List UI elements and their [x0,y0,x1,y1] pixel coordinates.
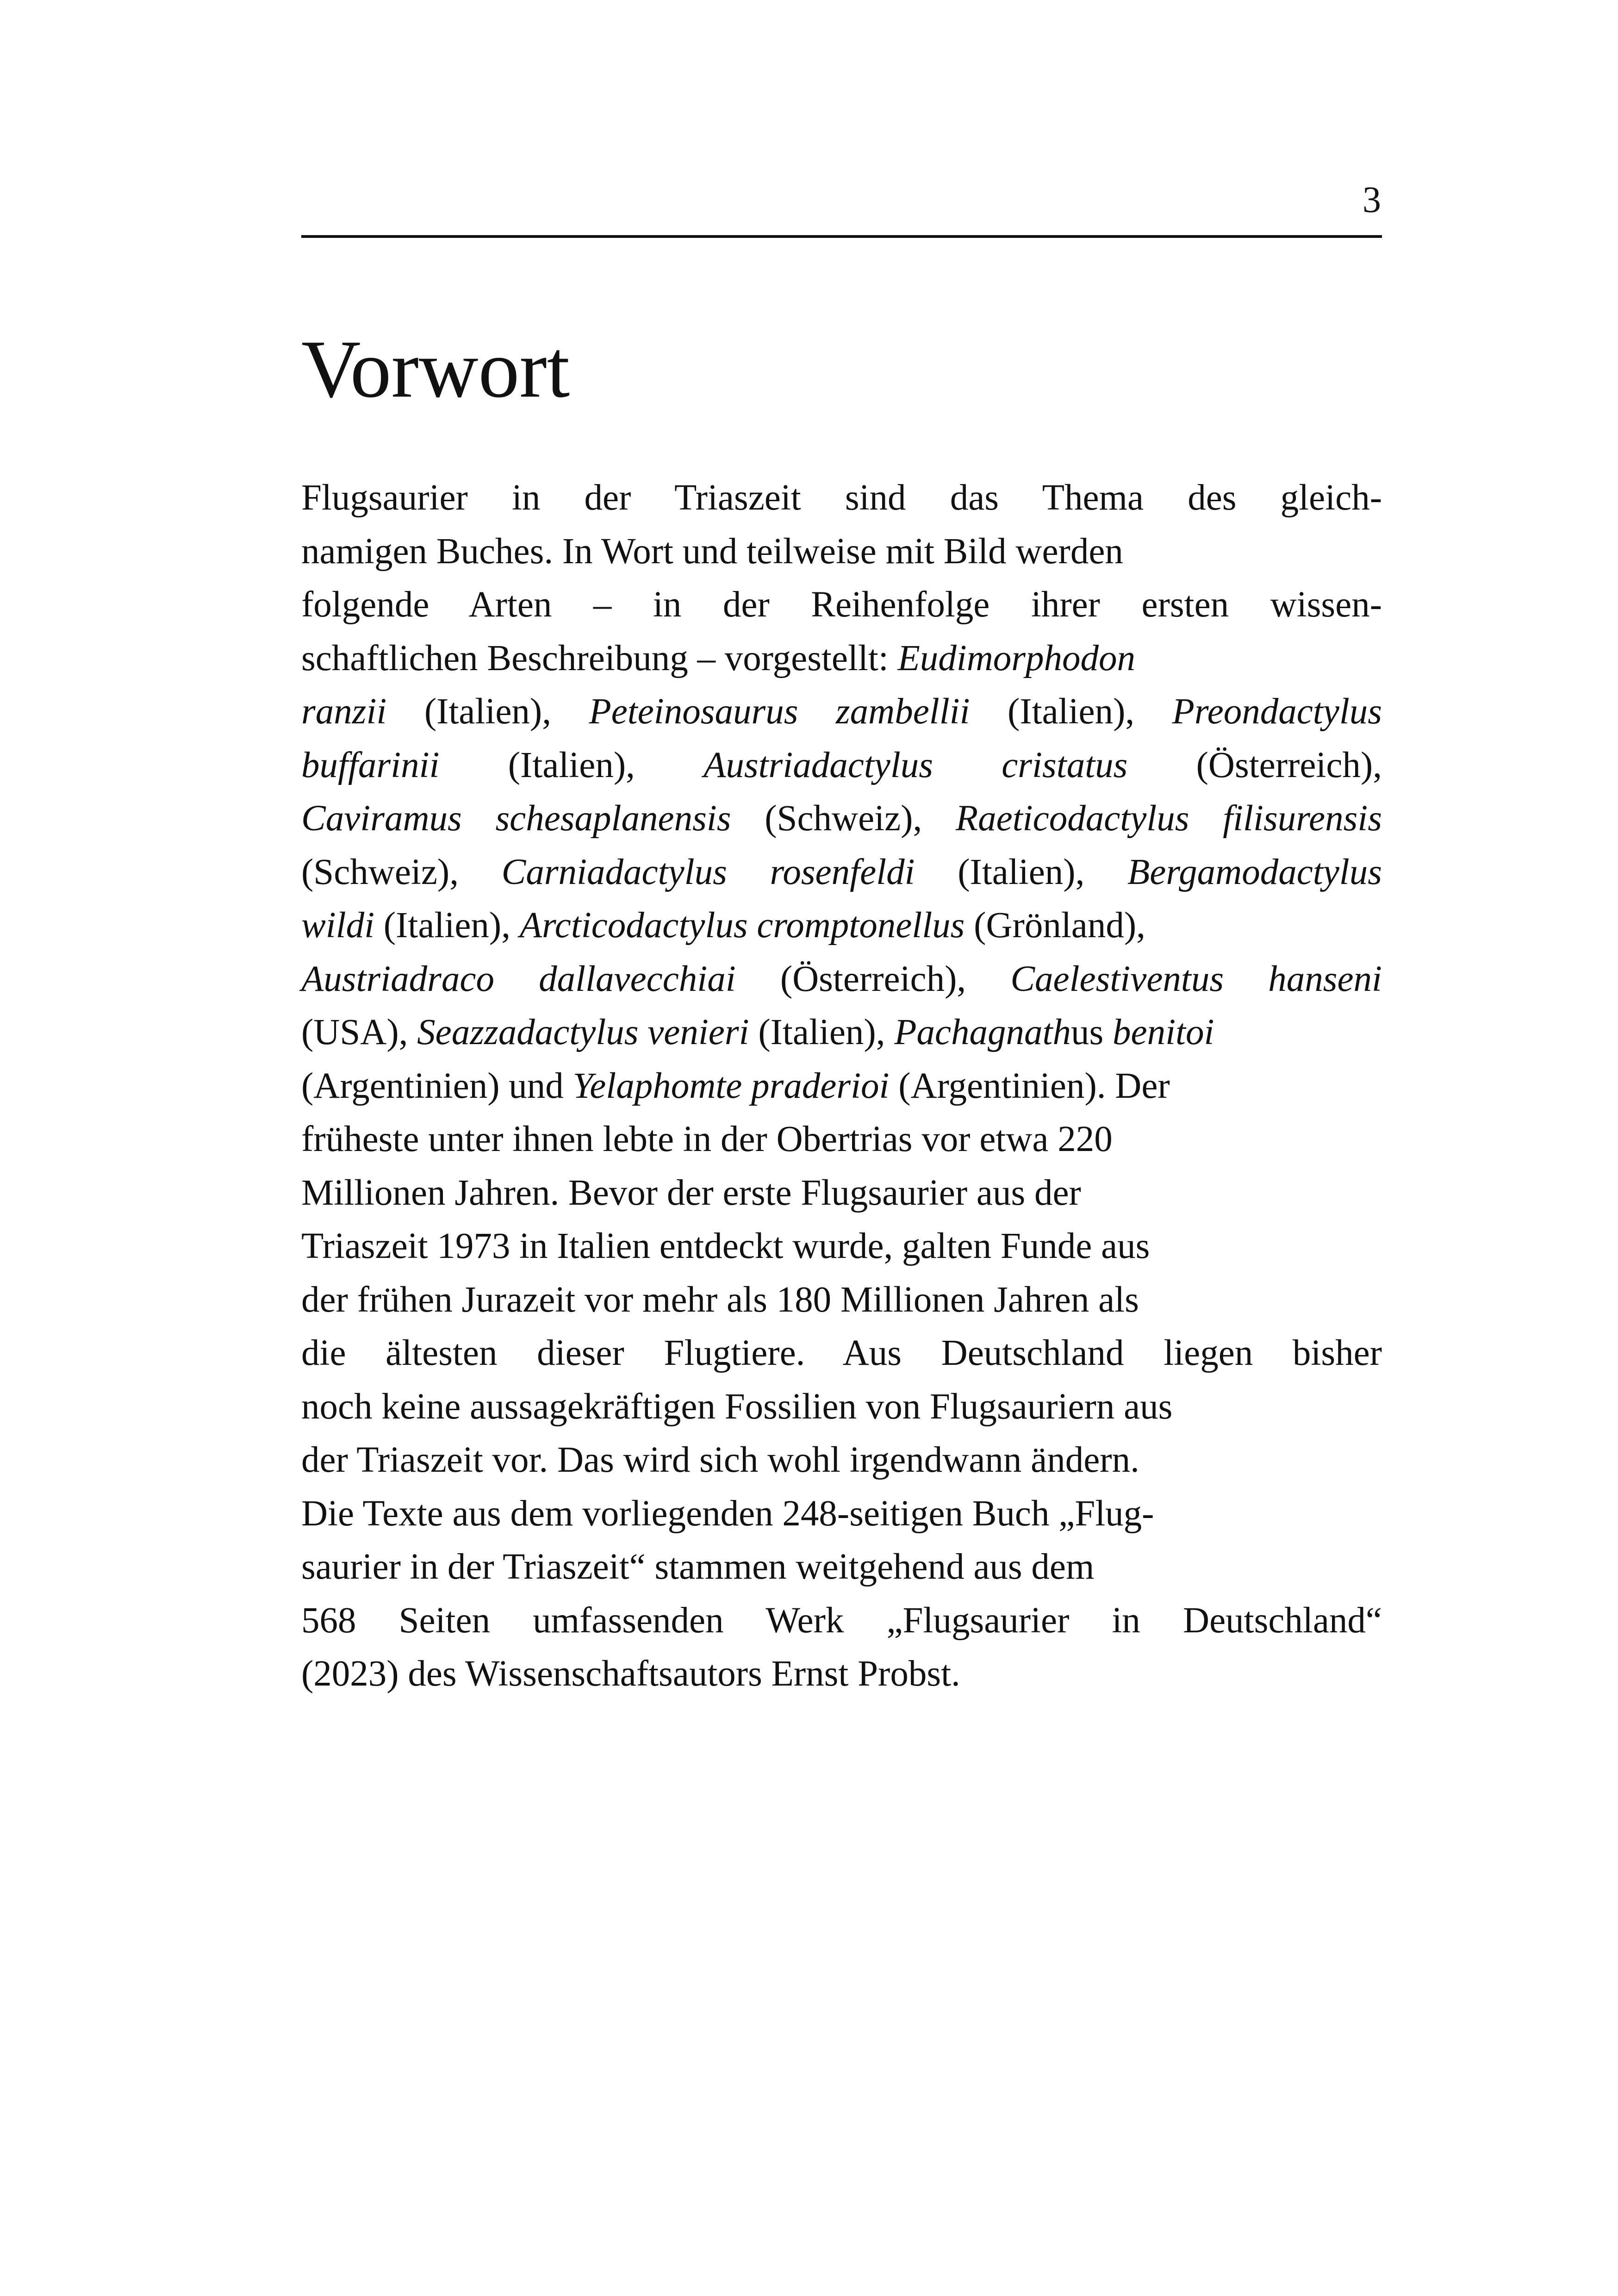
text-segment: (Italien), [439,745,704,785]
text-segment: (Argentinien) und [301,1065,573,1106]
text-line [301,525,1382,579]
species-name: Caelestiventus hanseni [1010,958,1382,999]
species-name: Bergamodactylus [1127,852,1382,892]
text-segment: (Italien), [749,1012,895,1052]
text-segment: noch keine aussagekräftigen Fossilien von Flugsauriern aus [301,1386,1173,1427]
text-segment: Triaszeit 1973 in Italien entdeckt wurde, galten Funde aus [301,1226,1150,1266]
text-segment: us [1071,1012,1113,1052]
text-segment: (Argentinien). Der [889,1065,1170,1106]
text-segment: der Triaszeit vor. Das wird sich wohl irgendwann ändern. [301,1440,1139,1480]
text-line [301,1006,1382,1059]
species-name: Austriadraco dallavecchiai [301,958,736,999]
text-line [301,1540,1382,1594]
text-segment: (Österreich), [735,958,1011,999]
text-line [301,1380,1382,1434]
text-segment: Flugsaurier in der Triaszeit sind das Thema des gleich- [301,478,1382,518]
text-line [301,1166,1382,1220]
text-segment: Die Texte aus dem vorliegenden 248-seitigen Buch „Flug- [301,1493,1154,1534]
text-line [301,1647,1382,1701]
species-name: Eudimorphodon [897,638,1136,678]
text-line [301,846,1382,899]
chapter-title: Vorwort [301,323,570,415]
text-line [301,471,1382,525]
text-segment: (Schweiz), [731,798,956,839]
text-line [301,739,1382,792]
species-name: buffarinii [301,745,440,785]
text-segment: Millionen Jahren. Bevor der erste Flugsaurier aus der [301,1172,1081,1213]
text-line [301,952,1382,1006]
species-name: Arcticodactylus cromptonellus [519,905,965,946]
species-name: Austriadactylus cristatus [703,745,1128,785]
text-segment: der frühen Jurazeit vor mehr als 180 Millionen Jahren als [301,1279,1139,1320]
text-line [301,1273,1382,1327]
text-line [301,1487,1382,1541]
species-name: benitoi [1113,1012,1214,1052]
species-name: Seazzadactylus venieri [417,1012,749,1052]
species-name: Caviramus schesaplanensis [301,798,731,839]
text-segment: früheste unter ihnen lebte in der Obertrias vor etwa 220 [301,1119,1113,1159]
header-rule [301,235,1382,238]
text-line [301,1326,1382,1380]
species-name: ranzii [301,691,387,732]
body-paragraph [301,471,1382,1701]
species-name: Carniadactylus rosenfeldi [501,852,915,892]
text-line [301,1059,1382,1113]
text-line [301,632,1382,685]
text-segment: schaftlichen Beschreibung – vorgestellt: [301,638,898,678]
text-line [301,899,1382,952]
page-number: 3 [1363,180,1381,220]
text-segment: (Italien), [374,905,520,946]
text-segment: (Schweiz), [301,852,502,892]
text-line [301,1433,1382,1487]
species-name: wildi [301,905,375,946]
text-line [301,685,1382,739]
text-segment: (Italien), [386,691,589,732]
text-segment: (Österreich), [1127,745,1382,785]
text-segment: (2023) des Wissenschaftsautors Ernst Probst. [301,1654,960,1694]
text-segment: saurier in der Triaszeit“ stammen weitgehend aus dem [301,1547,1095,1587]
text-segment: die ältesten dieser Flugtiere. Aus Deutschland liegen bisher [301,1333,1382,1373]
text-segment: (USA), [301,1012,417,1052]
text-line [301,1113,1382,1166]
text-segment: (Grönland), [965,905,1145,946]
species-name: Raeticodactylus filisurensis [955,798,1382,839]
text-line [301,1220,1382,1273]
text-segment: namigen Buches. In Wort und teilweise mit Bild werden [301,531,1123,572]
species-name: Pachagnath [894,1012,1071,1052]
species-name: Preondactylus [1172,691,1382,732]
species-name: Peteinosaurus zambellii [589,691,970,732]
text-segment: (Italien), [915,852,1128,892]
text-line [301,578,1382,632]
species-name: Yelaphomte praderioi [573,1065,890,1106]
text-segment: (Italien), [970,691,1172,732]
text-segment: folgende Arten – in der Reihenfolge ihrer ersten wissen- [301,585,1382,625]
text-segment: 568 Seiten umfassenden Werk „Flugsaurier in Deutschland“ [301,1600,1382,1641]
text-line [301,792,1382,846]
text-line [301,1594,1382,1648]
